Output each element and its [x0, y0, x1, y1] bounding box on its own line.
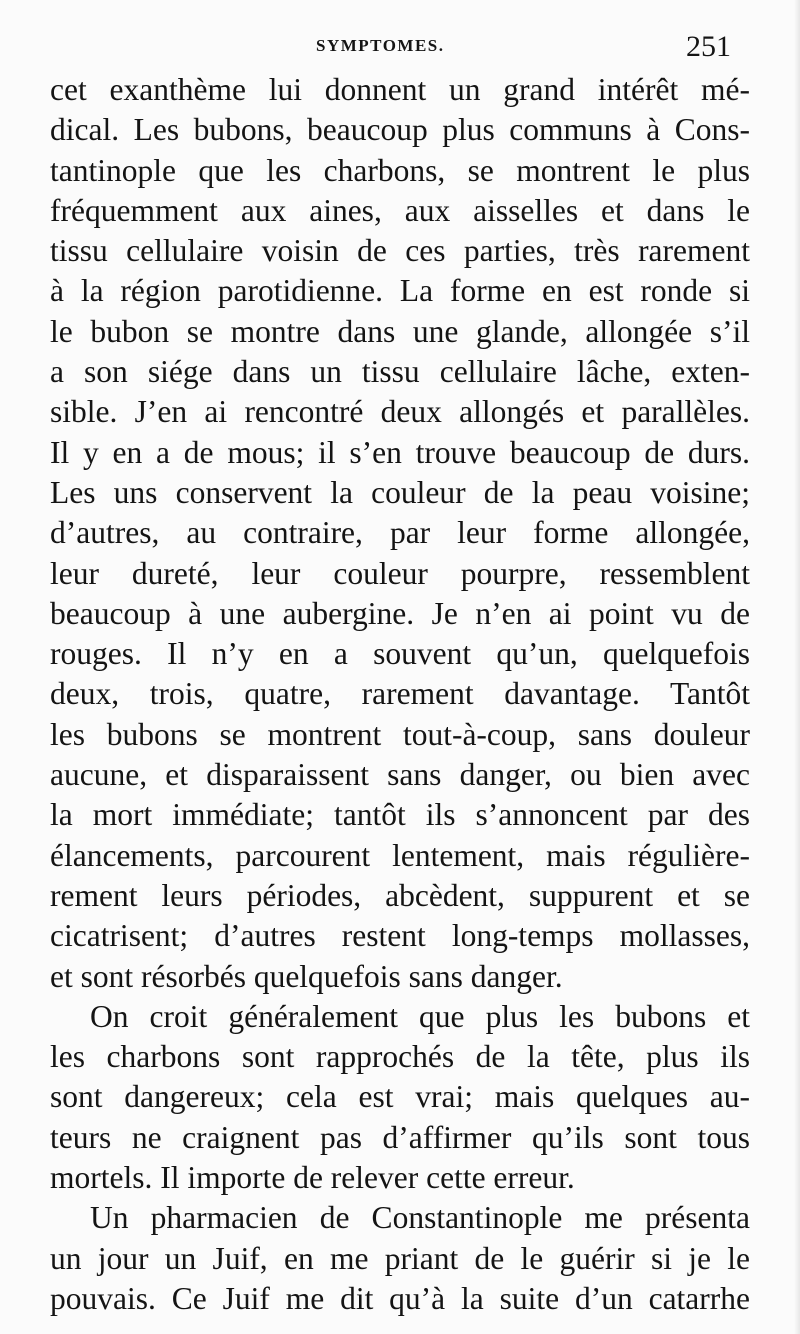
- text-line: dical. Les bubons, beaucoup plus communs à Cons-: [50, 112, 750, 148]
- paragraph-start-line: Un pharmacien de Constantinople me présenta: [90, 1200, 750, 1236]
- text-line: les bubons se montrent tout-à-coup, sans douleur: [50, 716, 750, 752]
- paragraph-start-line: On croit généralement que plus les bubons et: [90, 998, 750, 1034]
- page-number: 251: [686, 30, 731, 63]
- text-line: un jour un Juif, en me priant de le guérir si je le: [50, 1240, 750, 1276]
- text-line: beaucoup à une aubergine. Je n’en ai point vu de: [50, 595, 750, 631]
- text-line: d’autres, au contraire, par leur forme allongée,: [50, 515, 750, 551]
- text-line: les charbons sont rapprochés de la tête, plus ils: [50, 1039, 750, 1075]
- text-line: a son siége dans un tissu cellulaire lâche, exten-: [50, 354, 750, 390]
- text-line: la mort immédiate; tantôt ils s’annoncent par des: [50, 797, 750, 833]
- text-line: Il y en a de mous; il s’en trouve beaucoup de durs.: [50, 434, 750, 470]
- text-line: cicatrisent; d’autres restent long-temps mollasses,: [50, 918, 750, 954]
- page-edge-shadow: [794, 0, 800, 1334]
- text-line: aucune, et disparaissent sans danger, ou bien avec: [50, 757, 750, 793]
- text-line: tissu cellulaire voisin de ces parties, très rarement: [50, 233, 750, 269]
- text-line: élancements, parcourent lentement, mais régulière-: [50, 837, 750, 873]
- text-line: tantinople que les charbons, se montrent le plus: [50, 152, 750, 188]
- text-line: sont dangereux; cela est vrai; mais quelques au-: [50, 1079, 750, 1115]
- text-line: deux, trois, quatre, rarement davantage. Tantôt: [50, 676, 750, 712]
- text-line: rouges. Il n’y en a souvent qu’un, quelquefois: [50, 636, 750, 672]
- running-head: [0, 30, 800, 64]
- text-line: pouvais. Ce Juif me dit qu’à la suite d’un catarrhe: [50, 1280, 750, 1316]
- text-line: le bubon se montre dans une glande, allongée s’il: [50, 313, 750, 349]
- text-line: cet exanthème lui donnent un grand intérêt mé-: [50, 72, 750, 107]
- running-title: SYMPTOMES.: [316, 36, 445, 55]
- text-line: fréquemment aux aines, aux aisselles et dans le: [50, 192, 750, 228]
- text-line: teurs ne craignent pas d’affirmer qu’ils sont tous: [50, 1119, 750, 1155]
- text-line: Les uns conservent la couleur de la peau voisine;: [50, 474, 750, 510]
- paragraph-end-line: mortels. Il importe de relever cette erreur.: [50, 1160, 575, 1196]
- body-text: [50, 70, 750, 1319]
- text-line: leur dureté, leur couleur pourpre, ressemblent: [50, 555, 750, 591]
- text-line: rement leurs périodes, abcèdent, suppurent et se: [50, 877, 750, 913]
- text-line: sible. J’en ai rencontré deux allongés et parallèles.: [50, 394, 750, 430]
- text-line: à la région parotidienne. La forme en est ronde si: [50, 273, 750, 309]
- paragraph-end-line: et sont résorbés quelquefois sans danger.: [50, 958, 563, 994]
